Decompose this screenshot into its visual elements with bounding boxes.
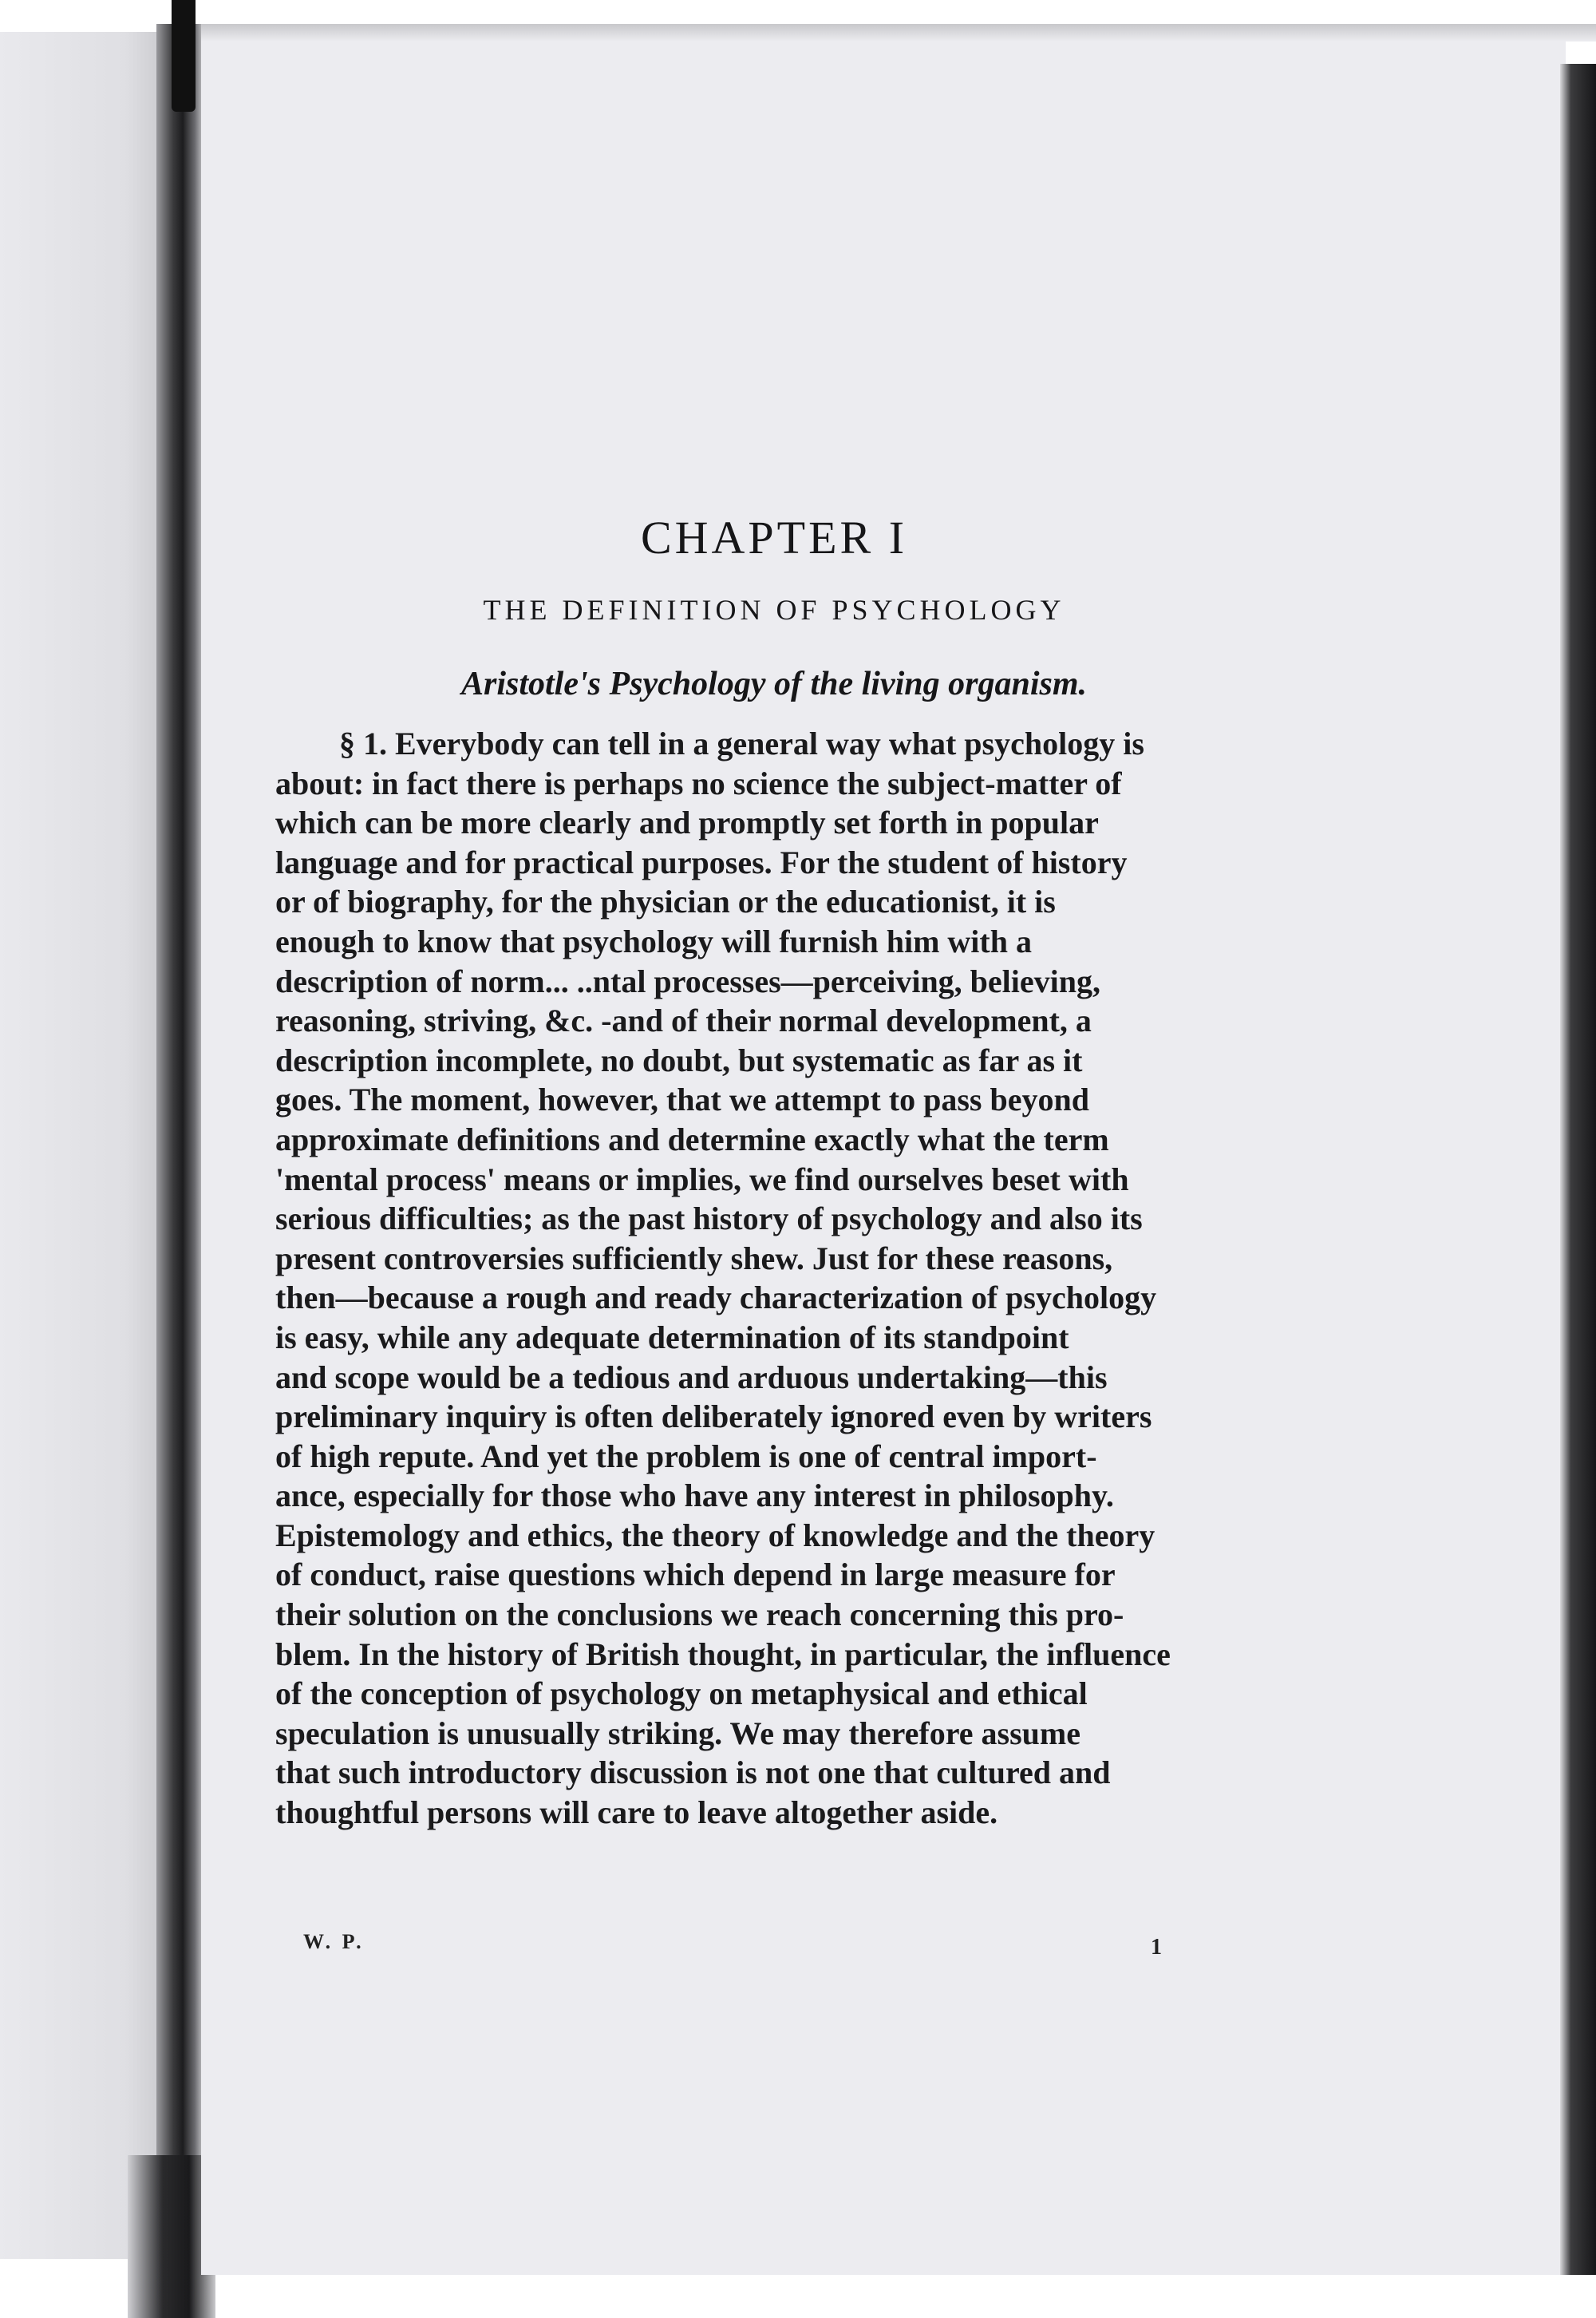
paragraph-line	[275, 724, 1225, 764]
paragraph-line-text: Everybody can tell in a general way what psychology is	[395, 726, 1144, 761]
gutter-top-shadow	[172, 0, 196, 112]
paragraph-line: of high repute. And yet the problem is one of central import-	[275, 1438, 1097, 1474]
paragraph-line: or of biography, for the physician or the educationist, it is	[275, 884, 1056, 920]
paragraph-line: 'mental process' means or implies, we find ourselves beset with	[275, 1161, 1129, 1197]
facing-page-edge	[0, 32, 156, 2259]
paragraph-line: enough to know that psychology will furnish him with a	[275, 923, 1032, 959]
paragraph-line: is easy, while any adequate determination of its standpoint	[275, 1319, 1069, 1355]
page-content	[275, 511, 1225, 1833]
body-paragraph	[275, 724, 1225, 1833]
section-heading: Aristotle's Psychology of the living organism.	[460, 666, 1088, 702]
paragraph-line: Epistemology and ethics, the theory of knowledge and the theory	[275, 1517, 1156, 1553]
paragraph-line: of the conception of psychology on metaphysical and ethical	[275, 1675, 1088, 1712]
paragraph-line: serious difficulties; as the past history of psychology and also its	[275, 1201, 1143, 1237]
paragraph-line: of conduct, raise questions which depend in large measure for	[275, 1557, 1116, 1593]
paragraph-line: which can be more clearly and promptly set forth in popular	[275, 805, 1099, 841]
paragraph-line: preliminary inquiry is often deliberately ignored even by writers	[275, 1398, 1152, 1435]
paragraph-line: description incomplete, no doubt, but systematic as far as it	[275, 1042, 1083, 1078]
book-gutter	[156, 24, 204, 2267]
signature-mark: W. P.	[303, 1930, 365, 1953]
chapter-title: THE DEFINITION OF PSYCHOLOGY	[483, 594, 1065, 626]
paragraph-line: language and for practical purposes. For the student of history	[275, 844, 1128, 880]
paragraph-line: description of norm... ..ntal processes—perceiving, believing,	[275, 963, 1101, 999]
paragraph-line: present controversies sufficiently shew. Just for these reasons,	[275, 1240, 1113, 1276]
paragraph-line: speculation is unusually striking. We may therefore assume	[275, 1715, 1080, 1751]
paragraph-line: ance, especially for those who have any interest in philosophy.	[275, 1477, 1114, 1514]
paragraph-line: thoughtful persons will care to leave altogether aside.	[275, 1794, 998, 1831]
paragraph-line: blem. In the history of British thought, in particular, the influence	[275, 1636, 1171, 1672]
paragraph-line: that such introductory discussion is not one that cultured and	[275, 1754, 1111, 1791]
page-right-edge	[1560, 64, 1596, 2275]
paragraph-line: reasoning, striving, &c. -and of their normal development, a	[275, 1003, 1092, 1039]
paragraph-line: then—because a rough and ready characterization of psychology	[275, 1280, 1157, 1316]
paragraph-line: goes. The moment, however, that we attempt to pass beyond	[275, 1082, 1089, 1118]
paragraph-line: approximate definitions and determine exactly what the term	[275, 1121, 1109, 1157]
chapter-heading: CHAPTER I	[640, 512, 908, 564]
paragraph-line: and scope would be a tedious and arduous undertaking—this	[275, 1359, 1108, 1395]
paragraph-line: about: in fact there is perhaps no science the subject-matter of	[275, 765, 1122, 801]
paragraph-line: their solution on the conclusions we reach concerning this pro-	[275, 1596, 1124, 1633]
section-mark: § 1.	[339, 726, 395, 761]
page-top-shadow	[201, 24, 1596, 42]
page-number: 1	[1151, 1935, 1165, 1960]
